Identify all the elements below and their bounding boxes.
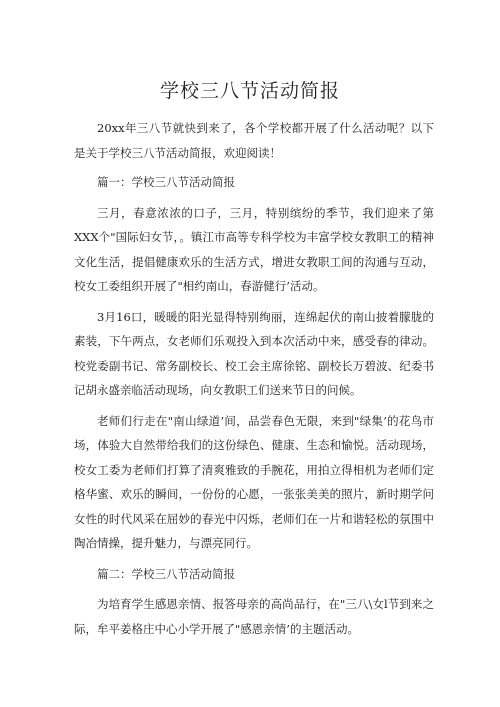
document-body (74, 116, 434, 647)
section-heading-2: 篇二：学校三八节活动简报 (97, 566, 235, 581)
document-title: 学校三八节活动简报 (159, 80, 340, 102)
section-heading-1: 篇一：学校三八节活动简报 (97, 175, 235, 189)
body-paragraph: 老师们行走在"南山绿道’间，品尝春色无限，来到"绿集’的花鸟市场，体验大自然带给我们的这份绿色、健康、生态和愉悦。活动现场，校女工委为老师们打算了清爽雅致的手腕花，用拍立得相机为老师们定格华蜜、欢乐的瞬间，一份份的心愿，一张张美美的照片，新时期学问女性的时代风采在屈妙的春光中闪烁，老师们在一片和谐轻松的氛围中陶冶情操，提升魅力，与漂亮同行。 (74, 413, 434, 550)
body-paragraph: 为培育学生感恩亲情、报答母亲的高尚品行，在"三八\女l节到来之际，牟平姜格庄中心小学开展了"感恩亲情’的主题活动。 (74, 597, 434, 636)
body-paragraph: 三月，春意浓浓的口子，三月，特别缤纷的季节，我们迎来了第XXX个"国际妇女节，。镇江市高等专科学校为丰富学校女教职工的精神文化生活，提倡健康欢乐的生活方式，增进女教职工间的沟通与互动，校女工委组织开展了"相约南山，春游健行’活动。 (74, 205, 434, 293)
intro-paragraph: 20xx年三八节就快到来了，各个学校都开展了什么活动呢？以下是关于学校三八节活动简报，欢迎阅读！ (74, 121, 434, 160)
body-paragraph: 3月16口，暖暖的阳光显得特别绚丽，连绵起伏的南山披着朦胧的素装，下午两点，女老师们乐观投入到本次活动中来，感受春的律动。校党委副书记、常务副校长、校工会主席徐铭、副校长万碧波、纪委书记胡永盛亲临活动现场，向女教职工们送来节日的问候。 (74, 309, 434, 397)
